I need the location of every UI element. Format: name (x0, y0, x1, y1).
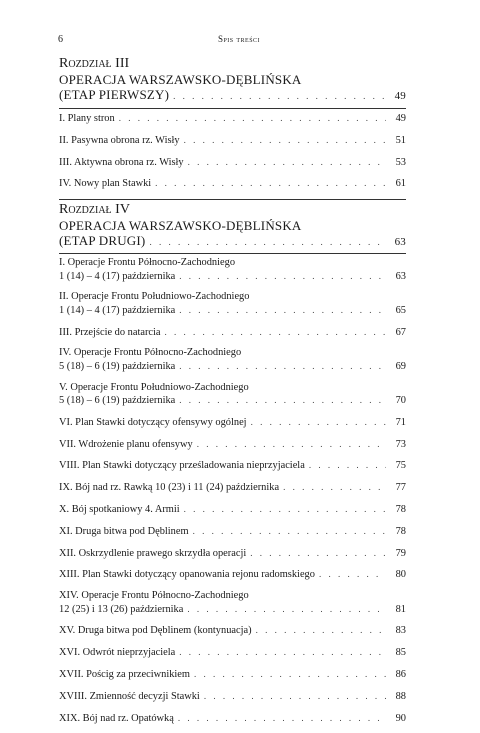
chapter-title-row (59, 87, 406, 104)
toc-entry[interactable] (59, 326, 406, 339)
leader-dots (250, 547, 386, 559)
entry-page-number: 71 (395, 416, 406, 428)
entry-title: XVIII. Zmienność decyzji Stawki (59, 690, 200, 702)
leader-dots (197, 438, 386, 450)
leader-dots (119, 112, 386, 124)
chapter-title-line: OPERACJA WARSZAWSKO-DĘBLIŃSKA (59, 72, 302, 87)
chapter-label-word: ozdział (68, 56, 112, 71)
entry-page-number: 75 (395, 460, 406, 472)
leader-dots (173, 89, 386, 104)
leader-dots (165, 326, 386, 338)
leader-dots (256, 624, 386, 636)
toc-entry[interactable] (59, 503, 406, 516)
divider (59, 199, 406, 200)
leader-dots (179, 360, 386, 372)
leader-dots (178, 712, 386, 724)
entry-list (59, 112, 406, 191)
toc-entry[interactable] (59, 547, 406, 560)
leader-dots (194, 668, 386, 680)
entry-page-number: 80 (395, 569, 406, 581)
chapter-block (59, 57, 406, 200)
chapter-title-line: OPERACJA WARSZAWSKO-DĘBLIŃSKA (59, 218, 302, 234)
chapter-title (59, 218, 406, 250)
toc-entry[interactable] (59, 624, 406, 637)
entry-page-number: 63 (395, 270, 406, 282)
toc-entry[interactable] (59, 525, 406, 538)
toc-entry[interactable] (59, 590, 406, 616)
entry-page-number: 49 (395, 113, 406, 124)
toc-entry[interactable] (59, 459, 406, 472)
leader-dots (179, 394, 386, 406)
leader-dots (179, 304, 386, 316)
divider (59, 108, 406, 109)
toc-entry[interactable] (59, 382, 406, 408)
entry-title: XVII. Pościg za przeciwnikiem (59, 668, 190, 680)
toc-entry[interactable] (59, 712, 406, 725)
toc-entry[interactable] (59, 134, 406, 147)
entry-page-number: 61 (395, 178, 406, 190)
chapter-title (59, 72, 406, 104)
toc-entry[interactable] (59, 177, 406, 190)
entry-title: X. Bój spotkaniowy 4. Armii (59, 503, 180, 515)
entry-title: III. Aktywna obrona rz. Wisły (59, 156, 184, 168)
leader-dots (155, 177, 386, 189)
entry-page-number: 88 (395, 690, 406, 702)
entry-title: I. Plany stron (59, 113, 115, 124)
leader-dots (184, 134, 386, 146)
leader-dots (188, 156, 386, 168)
leader-dots (193, 525, 386, 537)
entry-title: IV. Operacje Frontu Północno-Zachodniego (59, 347, 242, 359)
chapter-page-number: 63 (394, 236, 406, 249)
entry-page-number: 85 (395, 647, 406, 659)
entry-subtitle: 12 (25) i 13 (26) października (59, 603, 184, 615)
leader-dots (251, 416, 386, 428)
entry-page-number: 69 (395, 360, 406, 372)
chapter-label-word: ozdział (68, 202, 112, 218)
entry-page-number: 90 (395, 712, 406, 724)
entry-page-number: 83 (395, 625, 406, 637)
entry-page-number: 79 (395, 547, 406, 559)
entry-page-number: 67 (395, 326, 406, 338)
entry-subtitle: 5 (18) – 6 (19) października (59, 395, 176, 406)
entry-title: XV. Druga bitwa pod Dęblinem (kontynuacja) (59, 625, 252, 637)
entry-title: IV. Nowy plan Stawki (59, 178, 152, 190)
toc-entry[interactable] (59, 568, 406, 581)
chapter-numeral: III (115, 56, 130, 71)
entry-title: XVI. Odwrót nieprzyjaciela (59, 647, 176, 659)
chapter-title-row (59, 233, 406, 250)
entry-list (59, 257, 406, 725)
chapter-label (59, 203, 406, 217)
entry-title: XII. Oskrzydlenie prawego skrzydła operacji (59, 547, 247, 559)
leader-dots (184, 503, 386, 515)
chapter-label (59, 57, 406, 71)
page-header (58, 34, 420, 48)
entry-page-number: 53 (395, 156, 406, 168)
running-head: Spis treści (217, 34, 261, 44)
toc-entry[interactable] (59, 438, 406, 451)
entry-page-number: 78 (395, 503, 406, 515)
entry-page-number: 78 (395, 525, 406, 537)
entry-title: VIII. Plan Stawki dotyczący prześladowania nieprzyjaciela (59, 460, 305, 472)
entry-subtitle: 1 (14) – 4 (17) października (59, 304, 176, 316)
chapter-label-initial: R (59, 202, 69, 218)
toc-entry[interactable] (59, 112, 406, 125)
entry-page-number: 70 (395, 395, 406, 406)
entry-title: IX. Bój nad rz. Rawką 10 (23) i 11 (24) października (59, 482, 280, 494)
entry-subtitle: 1 (14) – 4 (17) października (59, 270, 176, 282)
leader-dots (309, 459, 386, 471)
entry-page-number: 77 (395, 482, 406, 494)
entry-title: XIV. Operacje Frontu Północno-Zachodniego (59, 590, 249, 602)
entry-title: III. Przejście do natarcia (59, 326, 161, 338)
toc-entry[interactable] (59, 291, 406, 317)
toc-entry[interactable] (59, 668, 406, 681)
entry-page-number: 73 (395, 438, 406, 450)
entry-page-number: 81 (395, 603, 406, 615)
entry-title: VI. Plan Stawki dotyczący ofensywy ogólnej (59, 416, 247, 428)
entry-subtitle: 5 (18) – 6 (19) października (59, 360, 176, 372)
leader-dots (187, 603, 386, 615)
chapter-numeral: IV (115, 202, 130, 218)
leader-dots (319, 568, 386, 580)
toc-entry[interactable] (59, 257, 406, 283)
entry-title: XIX. Bój nad rz. Opatówką (59, 712, 174, 724)
entry-title: V. Operacje Frontu Południowo-Zachodniego (59, 381, 249, 393)
page-number: 6 (58, 34, 63, 45)
entry-page-number: 51 (395, 134, 406, 146)
chapter-page-number: 49 (394, 90, 406, 102)
entry-page-number: 65 (395, 304, 406, 316)
toc-entry[interactable] (59, 416, 406, 429)
toc-entry[interactable] (59, 156, 406, 169)
leader-dots (204, 690, 386, 702)
toc-entry[interactable] (59, 481, 406, 494)
entry-title: II. Pasywna obrona rz. Wisły (59, 134, 180, 146)
chapter-label-initial: R (59, 56, 69, 71)
chapter-title-line: (ETAP DRUGI) (59, 233, 146, 249)
divider (59, 253, 406, 254)
leader-dots (149, 235, 386, 250)
leader-dots (179, 270, 386, 282)
toc-entry[interactable] (59, 646, 406, 659)
entry-title: XI. Druga bitwa pod Dęblinem (59, 525, 189, 537)
entry-title: VII. Wdrożenie planu ofensywy (59, 438, 193, 450)
leader-dots (179, 646, 386, 658)
entry-page-number: 86 (395, 668, 406, 680)
entry-title: II. Operacje Frontu Południowo-Zachodniego (59, 291, 250, 303)
leader-dots (283, 481, 386, 493)
entry-title: I. Operacje Frontu Północno-Zachodniego (59, 257, 236, 269)
toc-entry[interactable] (59, 690, 406, 703)
table-of-contents (59, 57, 406, 733)
chapter-block (59, 203, 406, 725)
toc-entry[interactable] (59, 347, 406, 373)
chapter-title-line: (ETAP PIERWSZY) (59, 87, 170, 102)
entry-title: XIII. Plan Stawki dotyczący opanowania rejonu radomskiego (59, 569, 315, 581)
